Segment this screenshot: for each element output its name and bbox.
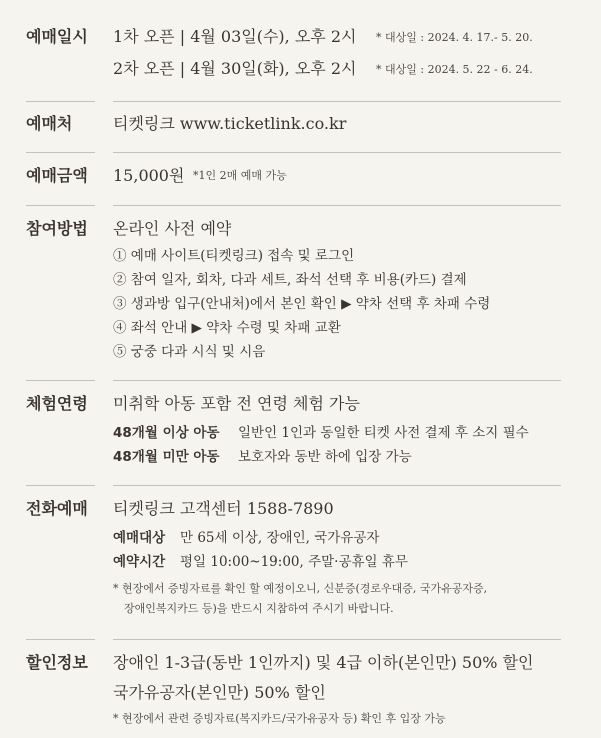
divider-label	[26, 101, 95, 102]
method-step-1: ① 예매 사이트(티켓링크) 접속 및 로그인	[113, 248, 355, 264]
divider-content	[113, 639, 561, 640]
schedule-line2: 2차 오픈 | 4월 30일(화), 오후 2시	[113, 59, 357, 78]
phone-target-label: 예매대상	[113, 530, 166, 546]
phone-target-text: 만 65세 이상, 장애인, 국가유공자	[180, 530, 380, 546]
phone-label: 전화예매	[26, 499, 88, 518]
age-line2-bold: 48개월 미만 아동	[113, 449, 220, 465]
divider-content	[113, 205, 561, 206]
divider-content	[113, 485, 561, 486]
discount-label: 할인정보	[26, 653, 88, 672]
divider-label	[26, 205, 95, 206]
vendor-text: 티켓링크 www.ticketlink.co.kr	[113, 114, 347, 133]
schedule-label: 예매일시	[26, 27, 88, 46]
method-step-5: ⑤ 궁중 다과 시식 및 시음	[113, 344, 266, 360]
age-title: 미취학 아동 포함 전 연령 체험 가능	[113, 394, 360, 413]
method-label: 참여방법	[26, 219, 88, 238]
discount-line1: 장애인 1-3급(동반 1인까지) 및 4급 이하(본인만) 50% 할인	[113, 653, 534, 672]
divider-content	[113, 101, 561, 102]
divider-label	[26, 152, 95, 153]
phone-time-label: 예약시간	[113, 554, 166, 570]
schedule-line1: 1차 오픈 | 4월 03일(수), 오후 2시	[113, 27, 357, 46]
method-title: 온라인 사전 예약	[113, 219, 232, 238]
method-step-2: ② 참여 일자, 회차, 다과 세트, 좌석 선택 후 비용(카드) 결제	[113, 272, 467, 288]
method-step-3: ③ 생과방 입구(안내처)에서 본인 확인 ▶ 약차 선택 후 차패 수령	[113, 296, 491, 312]
divider-content	[113, 152, 561, 153]
divider-label	[26, 380, 95, 381]
age-line1-text: 일반인 1인과 동일한 티켓 사전 결제 후 소지 필수	[238, 425, 529, 441]
discount-line2: 국가유공자(본인만) 50% 할인	[113, 683, 326, 702]
age-label: 체험연령	[26, 394, 88, 413]
divider-label	[26, 639, 95, 640]
discount-note: * 현장에서 관련 증빙자료(복지카드/국가유공자 등) 확인 후 입장 가능	[113, 712, 446, 725]
divider-label	[26, 485, 95, 486]
vendor-label: 예매처	[26, 114, 73, 133]
price-note: *1인 2매 예매 가능	[193, 169, 287, 182]
price-amount: 15,000원	[113, 166, 185, 185]
age-line2-text: 보호자와 동반 하에 입장 가능	[238, 449, 412, 465]
price-label: 예매금액	[26, 166, 88, 185]
age-line1-bold: 48개월 이상 아동	[113, 425, 220, 441]
phone-note-2: 장애인복지카드 등)을 반드시 지참하여 주시기 바랍니다.	[124, 602, 394, 615]
divider-content	[113, 380, 561, 381]
schedule-line2-note: * 대상일 : 2024. 5. 22 - 6. 24.	[376, 63, 533, 76]
phone-note-1: * 현장에서 증빙자료를 확인 할 예정이오니, 신분증(경로우대증, 국가유공자증,	[113, 582, 488, 595]
method-step-4: ④ 좌석 안내 ▶ 약차 수령 및 차패 교환	[113, 320, 341, 336]
phone-title: 티켓링크 고객센터 1588-7890	[113, 499, 334, 518]
phone-time-text: 평일 10:00~19:00, 주말·공휴일 휴무	[180, 554, 408, 570]
schedule-line1-note: * 대상일 : 2024. 4. 17.- 5. 20.	[376, 31, 533, 44]
